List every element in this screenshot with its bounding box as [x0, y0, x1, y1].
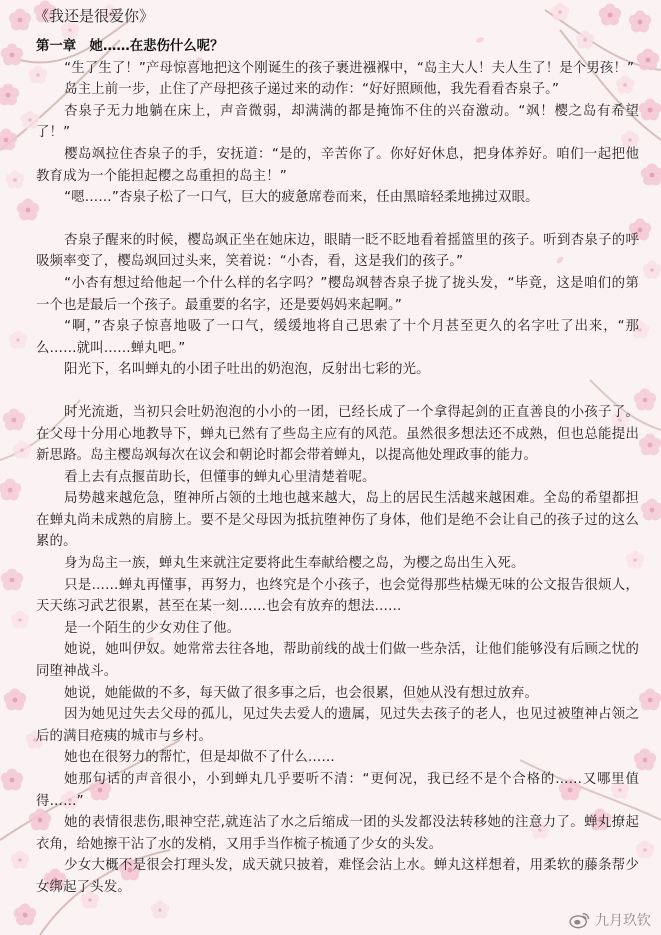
- paragraph: “小杏有想过给他起一个什么样的名字吗？”樱岛飒替杏泉子拢了拢头发，“毕竟，这是咱们的第一个也是最后一个孩子。最重要的名字，还是要妈妈来起啊。”: [36, 275, 639, 313]
- paragraph: 她那句话的声音很小，小到蝉丸几乎要听不清：“更何况，我已经不是个合格的……又哪里值得……”: [36, 772, 639, 809]
- paragraph: 是一个陌生的少女劝住了他。: [64, 620, 241, 636]
- paragraph: “嗯……”杏泉子松了一口气，巨大的疲惫席卷而来，任由黑暗轻柔地拂过双眼。: [64, 190, 539, 206]
- paragraph: 因为她见过失去父母的孤儿，见过失去爱人的遗属，见过失去孩子的老人，也见过被堕神占领之后的满目疮痍的城市与乡村。: [36, 707, 639, 744]
- book-title: 《我还是很爱你》: [34, 7, 155, 25]
- paragraph: 看上去有点揠苗助长，但懂事的蝉丸心里清楚着呢。: [64, 469, 376, 485]
- paragraph: 阳光下，名叫蝉丸的小团子吐出的奶泡泡，反射出七彩的光。: [64, 362, 430, 378]
- paragraph: 只是……蝉丸再懂事，再努力，也终究是个小孩子，也会觉得那些枯燥无味的公文报告很烦人，天天练习武艺很累，甚至在某一刻……也会有放弃的想法……: [36, 577, 639, 615]
- paragraph: 时光流逝，当初只会吐奶泡泡的小小的一团，已经长成了一个拿得起剑的正直善良的小孩子了。在父母十分用心地教导下，蝉丸已然有了些岛主应有的风范。虽然很多想法还不成熟，但也总能提出新思路。岛主樱岛飒每次在议会和朝论时都会带着蝉丸，以提高他处理政事的能力。: [36, 404, 639, 464]
- paragraph: “生了生了！”产母惊喜地把这个刚诞生的孩子裹进襁褓中，“岛主大人！夫人生了！是个男孩！”: [64, 60, 635, 76]
- paragraph: 杏泉子无力地躺在床上，声音微弱，却满满的都是掩饰不住的兴奋激动。“飒！樱之岛有希望了！”: [36, 103, 639, 141]
- paragraph: 岛主上前一步，止住了产母把孩子递过来的动作：“好好照顾他，我先看看杏泉子。”: [64, 82, 560, 98]
- paragraph: 少女大概不是很会打理头发，成天就只披着，难怪会沾上水。蝉丸这样想着，用柔软的藤条帮少女绑起了头发。: [36, 858, 639, 895]
- paragraph: 局势越来越危急，堕神所占领的土地也越来越大，岛上的居民生活越来越困难。全岛的希望都担在蝉丸尚未成熟的肩膀上。要不是父母因为抵抗堕神伤了身体，他们是绝不会让自己的孩子过的这么累的。: [36, 491, 639, 550]
- paragraph: 她的表情很悲伤,眼神空茫,就连沾了水之后缩成一团的头发都没法转移她的注意力了。蝉丸撩起衣角，给她擦干沾了水的发梢，又用手当作梳子梳通了少女的头发。: [36, 815, 639, 852]
- weibo-watermark: [569, 910, 651, 930]
- paragraph: 她说，她能做的不多，每天做了很多事之后，也会很累，但她从没有想过放弃。: [64, 685, 539, 701]
- weibo-logo-icon: [569, 911, 591, 929]
- watermark-text: 九月玖钦: [595, 913, 651, 929]
- chapter-title: 第一章 她……在悲伤什么呢？: [36, 39, 224, 54]
- paragraph: 杏泉子醒来的时候，樱岛飒正坐在她床边，眼睛一眨不眨地看着摇篮里的孩子。听到杏泉子的呼吸频率变了，樱岛飒回过头来，笑着说：“小杏，看，这是我们的孩子。”: [36, 232, 639, 270]
- paragraph: 她也在很努力的帮忙，但是却做不了什么……: [64, 750, 335, 766]
- paragraph: 樱岛飒拉住杏泉子的手，安抚道：“是的，辛苦你了。你好好休息，把身体养好。咱们一起把他教育成为一个能担起樱之岛重担的岛主！”: [36, 146, 639, 184]
- paragraph: “啊，”杏泉子惊喜地吸了一口气，缓缓地将自己思索了十个月甚至更久的名字吐了出来，“那么……就叫……蝉丸吧。”: [36, 319, 639, 356]
- paragraph: 她说，她叫伊奴。她常常去往各地，帮助前线的战士们做一些杂活，让他们能够没有后顾之忧的同堕神战斗。: [36, 642, 639, 680]
- paragraph: 身为岛主一族，蝉丸生来就注定要将此生奉献给樱之岛，为樱之岛出生入死。: [64, 556, 525, 572]
